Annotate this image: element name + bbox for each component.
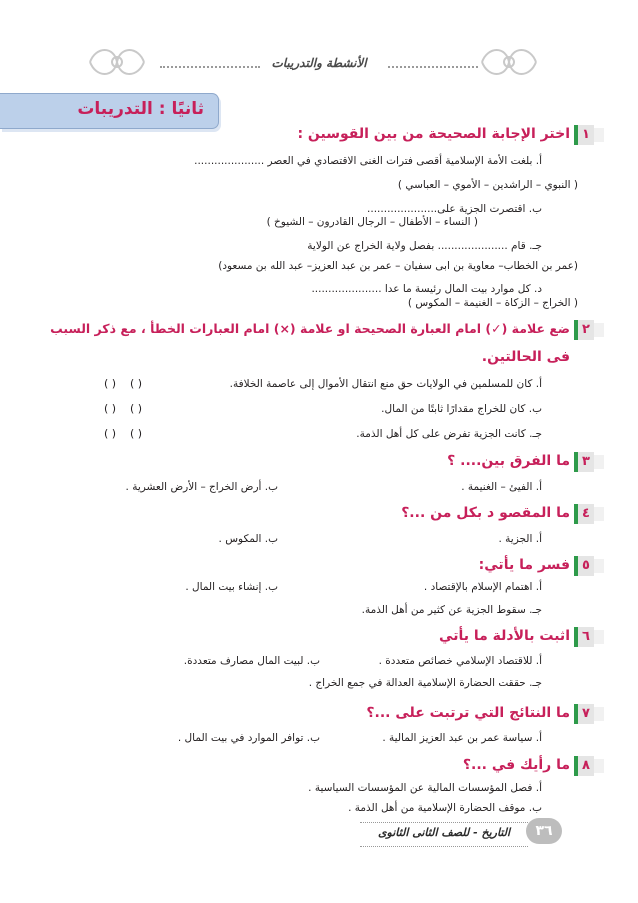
q1-item-a-choices: ( النبوي – الراشدين – الأموي – العباسي ) — [397, 179, 578, 191]
q8-item-a: أ. فصل المؤسسات المالية عن المؤسسات السياسية . — [308, 782, 542, 794]
q6-item-a: أ. للاقتصاد الإسلامي خصائص متعددة . — [378, 655, 542, 667]
q2-item-a: أ. كان للمسلمين في الولايات حق منع انتقال الأموال إلى عاصمة الخلافة. — [229, 378, 542, 390]
q1-item-b: ب. اقتصرت الجزية على..................... — [367, 203, 542, 215]
question-number: ٨ — [574, 756, 594, 776]
question-number: ٦ — [574, 627, 594, 647]
q4-item-a: أ. الجزية . — [498, 533, 542, 545]
question-3-heading — [80, 452, 638, 476]
footer-dots-top — [360, 822, 528, 823]
q1-item-c: جـ. قام ..................... بفصل ولاية الخراج عن الولاية — [307, 240, 542, 252]
q3-item-a: أ. الفيئ – الغنيمة . — [461, 481, 542, 493]
question-text: ما المقصو د بكل من ...؟ — [401, 505, 570, 521]
question-text: ضع علامة (✓) امام العبارة الصحيحة او علامة (×) امام العبارات الخطأ ، مع ذكر السبب — [50, 321, 570, 336]
question-text: فسر ما يأتي: — [478, 557, 570, 573]
answer-paren-a-2[interactable]: ( ) — [130, 377, 143, 390]
q6-item-b: ب. لبيت المال مصارف متعددة. — [183, 655, 320, 667]
q5-item-a: أ. اهتمام الإسلام بالإقتصاد . — [423, 581, 542, 593]
question-7-heading — [80, 704, 638, 728]
section-banner — [0, 93, 219, 129]
question-number: ١ — [574, 125, 594, 145]
q7-item-a: أ. سياسة عمر بن عبد العزيز المالية . — [382, 732, 542, 744]
question-number: ٧ — [574, 704, 594, 724]
q5-item-c: جـ. سقوط الجزية عن كثير من أهل الذمة. — [361, 604, 542, 616]
q1-item-d-choices: ( الخراج – الزكاة – الغنيمة – المكوس ) — [407, 297, 578, 309]
q1-item-d: د. كل موارد بيت المال رئيسة ما عدا ..................... — [311, 283, 542, 295]
q2-item-b: ب. كان للخراج مقدارًا ثابتًا من المال. — [381, 403, 542, 415]
footer-dots-bottom — [360, 846, 528, 847]
question-1-heading — [80, 125, 638, 149]
question-number: ٤ — [574, 504, 594, 524]
question-6-heading — [80, 627, 638, 651]
section-title: ثانيًا : التدريبات — [77, 99, 204, 119]
q7-item-b: ب. توافر الموارد في بيت المال . — [177, 732, 320, 744]
answer-paren-b-2[interactable]: ( ) — [130, 402, 143, 415]
question-text: ما الفرق بين.... ؟ — [447, 453, 570, 469]
ornament-left-icon — [84, 42, 150, 82]
question-number: ٢ — [574, 320, 594, 340]
question-text: ما النتائج التي ترتبت على ...؟ — [366, 705, 570, 721]
question-2-heading — [50, 320, 638, 344]
q2-item-c: جـ. كانت الجزية تفرض على كل أهل الذمة. — [356, 428, 542, 440]
q6-item-c: جـ. حققت الحضارة الإسلامية العدالة في جمع الخراج . — [308, 677, 542, 689]
header-title: الأنشطة والتدريبات — [271, 56, 367, 70]
question-text: اثبت بالأدلة ما يأتي — [439, 628, 570, 644]
q3-item-b: ب. أرض الخراج – الأرض العشرية . — [125, 481, 278, 493]
question-text: ما رأيك في ...؟ — [462, 757, 570, 773]
ornament-right-icon — [476, 42, 542, 82]
q4-item-b: ب. المكوس . — [218, 533, 278, 545]
question-number: ٣ — [574, 452, 594, 472]
footer-text: التاريخ - للصف الثانى الثانوى — [377, 826, 511, 839]
q1-item-b-choices: ( النساء – الأطفال – الرجال القادرون – الشيوخ ) — [266, 216, 478, 228]
q1-item-c-choices: (عمر بن الخطاب– معاوية بن ابى سفيان – عمر بن عبد العزيز– عبد الله بن مسعود) — [218, 260, 578, 272]
question-8-heading — [80, 756, 638, 780]
q5-item-b: ب. إنشاء بيت المال . — [185, 581, 278, 593]
answer-paren-a[interactable]: ( ) — [104, 377, 117, 390]
q1-item-a: أ. بلغت الأمة الإسلامية أقصى فترات الغنى الاقتصادي في العصر ..................... — [194, 155, 542, 167]
q2-heading-continued: فى الحالتين. — [481, 349, 570, 365]
answer-paren-c[interactable]: ( ) — [104, 427, 117, 440]
answer-paren-b[interactable]: ( ) — [104, 402, 117, 415]
question-5-heading — [80, 556, 638, 580]
question-text: اختر الإجابة الصحيحة من بين القوسين : — [297, 126, 570, 142]
question-4-heading — [80, 504, 638, 528]
page-number: ٣٦ — [526, 818, 562, 844]
q8-item-b: ب. موقف الحضارة الإسلامية من أهل الذمة . — [348, 802, 542, 814]
answer-paren-c-2[interactable]: ( ) — [130, 427, 143, 440]
question-number: ٥ — [574, 556, 594, 576]
